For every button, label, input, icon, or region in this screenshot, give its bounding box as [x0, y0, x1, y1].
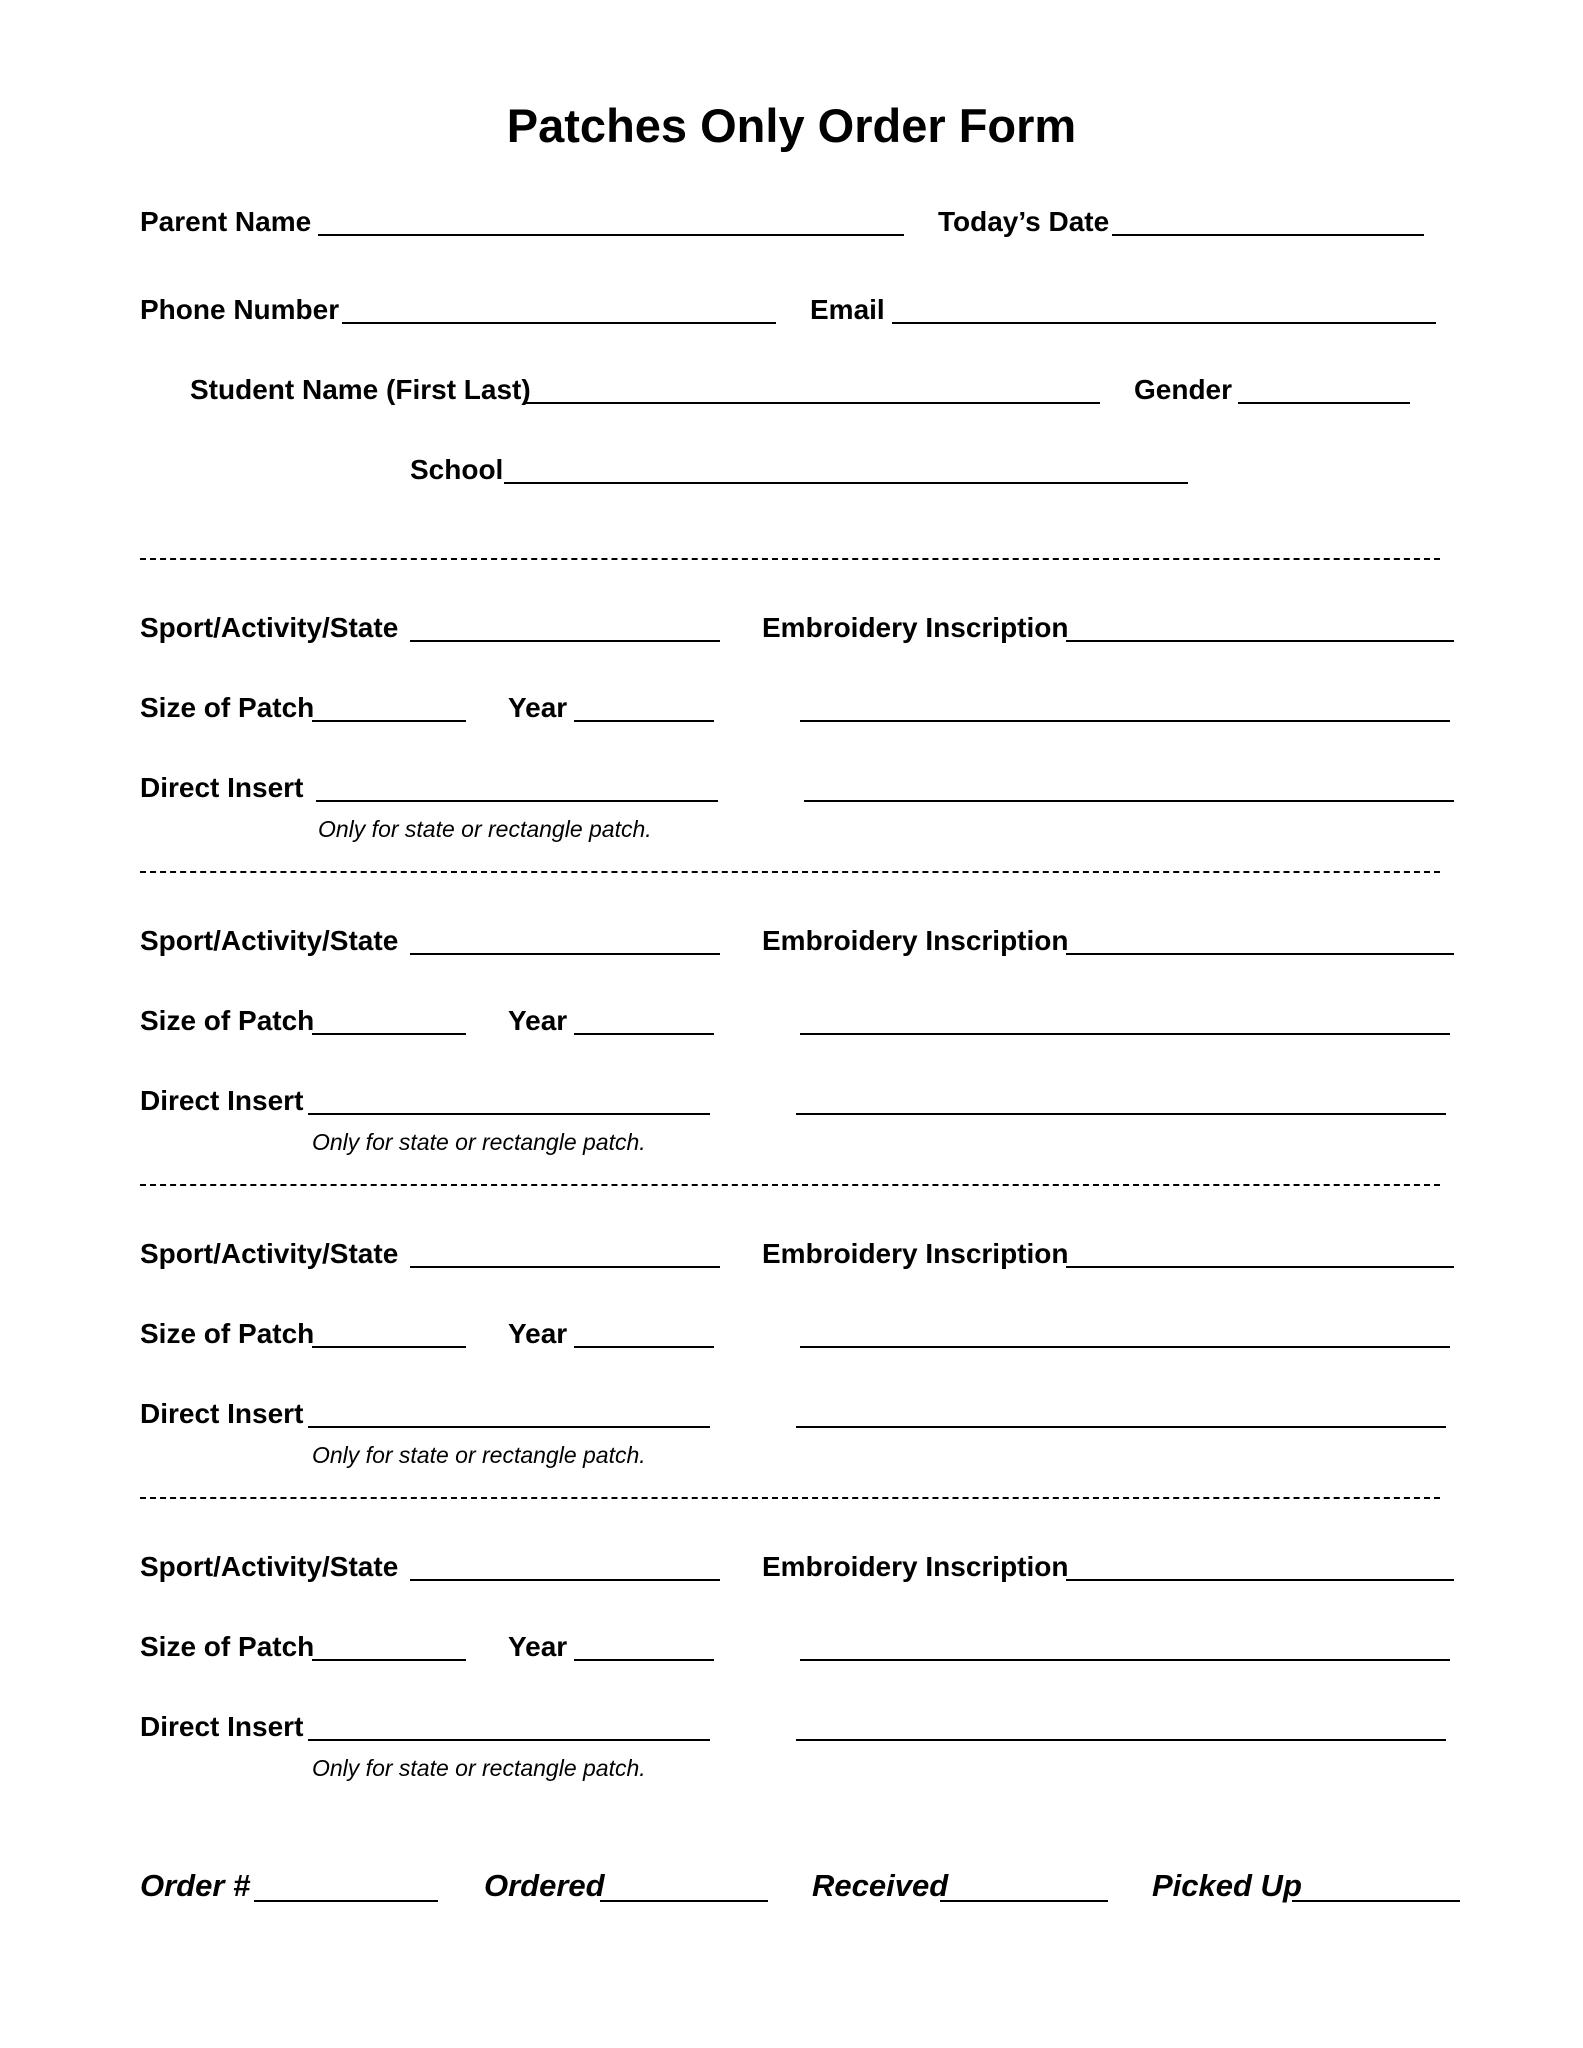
- year-label: Year: [508, 1005, 568, 1036]
- size-of-patch-label: Size of Patch: [140, 1318, 315, 1349]
- direct-insert-note: Only for state or rectangle patch.: [312, 1755, 646, 1781]
- embroidery-inscription-line-3[interactable]: [796, 1113, 1446, 1115]
- ordered-label: Ordered: [484, 1868, 605, 1903]
- sport-activity-state-label: Sport/Activity/State: [140, 925, 399, 956]
- size-of-patch-field[interactable]: [312, 1033, 466, 1035]
- picked-up-label: Picked Up: [1152, 1868, 1302, 1903]
- order-number-label: Order #: [140, 1868, 251, 1903]
- direct-insert-label: Direct Insert: [140, 772, 304, 803]
- direct-insert-field[interactable]: [308, 1426, 710, 1428]
- order-number-field[interactable]: [254, 1900, 438, 1902]
- student-name-field[interactable]: [526, 402, 1100, 404]
- picked-up-field[interactable]: [1292, 1900, 1460, 1902]
- size-of-patch-field[interactable]: [312, 1346, 466, 1348]
- year-field[interactable]: [574, 1659, 714, 1661]
- sport-activity-state-field[interactable]: [410, 1266, 720, 1268]
- embroidery-inscription-label: Embroidery Inscription: [762, 1551, 1069, 1582]
- dashed-separator: [140, 1184, 1440, 1186]
- gender-label: Gender: [1134, 374, 1233, 405]
- gender-field[interactable]: [1238, 402, 1410, 404]
- school-field[interactable]: [504, 482, 1188, 484]
- received-label: Received: [812, 1868, 949, 1903]
- direct-insert-field[interactable]: [308, 1739, 710, 1741]
- year-field[interactable]: [574, 1346, 714, 1348]
- year-label: Year: [508, 1631, 568, 1662]
- direct-insert-field[interactable]: [316, 800, 718, 802]
- embroidery-inscription-label: Embroidery Inscription: [762, 612, 1069, 643]
- todays-date-field[interactable]: [1112, 234, 1424, 236]
- email-field[interactable]: [892, 322, 1436, 324]
- phone-number-field[interactable]: [342, 322, 776, 324]
- page-title: Patches Only Order Form: [506, 99, 1077, 152]
- sport-activity-state-field[interactable]: [410, 953, 720, 955]
- dashed-separator: [140, 558, 1440, 560]
- embroidery-inscription-field[interactable]: [1066, 953, 1454, 955]
- embroidery-inscription-line-2[interactable]: [800, 1659, 1450, 1661]
- sport-activity-state-label: Sport/Activity/State: [140, 1551, 399, 1582]
- phone-number-label: Phone Number: [140, 294, 340, 325]
- size-of-patch-field[interactable]: [312, 720, 466, 722]
- embroidery-inscription-line-3[interactable]: [796, 1739, 1446, 1741]
- direct-insert-note: Only for state or rectangle patch.: [312, 1129, 646, 1155]
- embroidery-inscription-field[interactable]: [1066, 1579, 1454, 1581]
- year-field[interactable]: [574, 720, 714, 722]
- dashed-separator: [140, 871, 1440, 873]
- ordered-field[interactable]: [600, 1900, 768, 1902]
- year-field[interactable]: [574, 1033, 714, 1035]
- embroidery-inscription-line-2[interactable]: [800, 1033, 1450, 1035]
- embroidery-inscription-label: Embroidery Inscription: [762, 925, 1069, 956]
- embroidery-inscription-field[interactable]: [1066, 1266, 1454, 1268]
- embroidery-inscription-line-2[interactable]: [800, 1346, 1450, 1348]
- todays-date-label: Today’s Date: [938, 206, 1110, 237]
- received-field[interactable]: [940, 1900, 1108, 1902]
- direct-insert-field[interactable]: [308, 1113, 710, 1115]
- embroidery-inscription-label: Embroidery Inscription: [762, 1238, 1069, 1269]
- embroidery-inscription-line-3[interactable]: [796, 1426, 1446, 1428]
- direct-insert-label: Direct Insert: [140, 1085, 304, 1116]
- year-label: Year: [508, 1318, 568, 1349]
- parent-name-label: Parent Name: [140, 206, 312, 237]
- direct-insert-note: Only for state or rectangle patch.: [312, 1442, 646, 1468]
- direct-insert-label: Direct Insert: [140, 1711, 304, 1742]
- student-name-label: Student Name (First Last): [190, 374, 531, 405]
- sport-activity-state-field[interactable]: [410, 640, 720, 642]
- size-of-patch-label: Size of Patch: [140, 1631, 315, 1662]
- parent-name-field[interactable]: [318, 234, 904, 236]
- size-of-patch-field[interactable]: [312, 1659, 466, 1661]
- sport-activity-state-field[interactable]: [410, 1579, 720, 1581]
- sport-activity-state-label: Sport/Activity/State: [140, 612, 399, 643]
- sport-activity-state-label: Sport/Activity/State: [140, 1238, 399, 1269]
- email-label: Email: [810, 294, 885, 325]
- size-of-patch-label: Size of Patch: [140, 692, 315, 723]
- size-of-patch-label: Size of Patch: [140, 1005, 315, 1036]
- school-label: School: [410, 454, 504, 485]
- dashed-separator: [140, 1497, 1440, 1499]
- direct-insert-note: Only for state or rectangle patch.: [318, 816, 652, 842]
- year-label: Year: [508, 692, 568, 723]
- embroidery-inscription-field[interactable]: [1066, 640, 1454, 642]
- embroidery-inscription-line-3[interactable]: [804, 800, 1454, 802]
- direct-insert-label: Direct Insert: [140, 1398, 304, 1429]
- embroidery-inscription-line-2[interactable]: [800, 720, 1450, 722]
